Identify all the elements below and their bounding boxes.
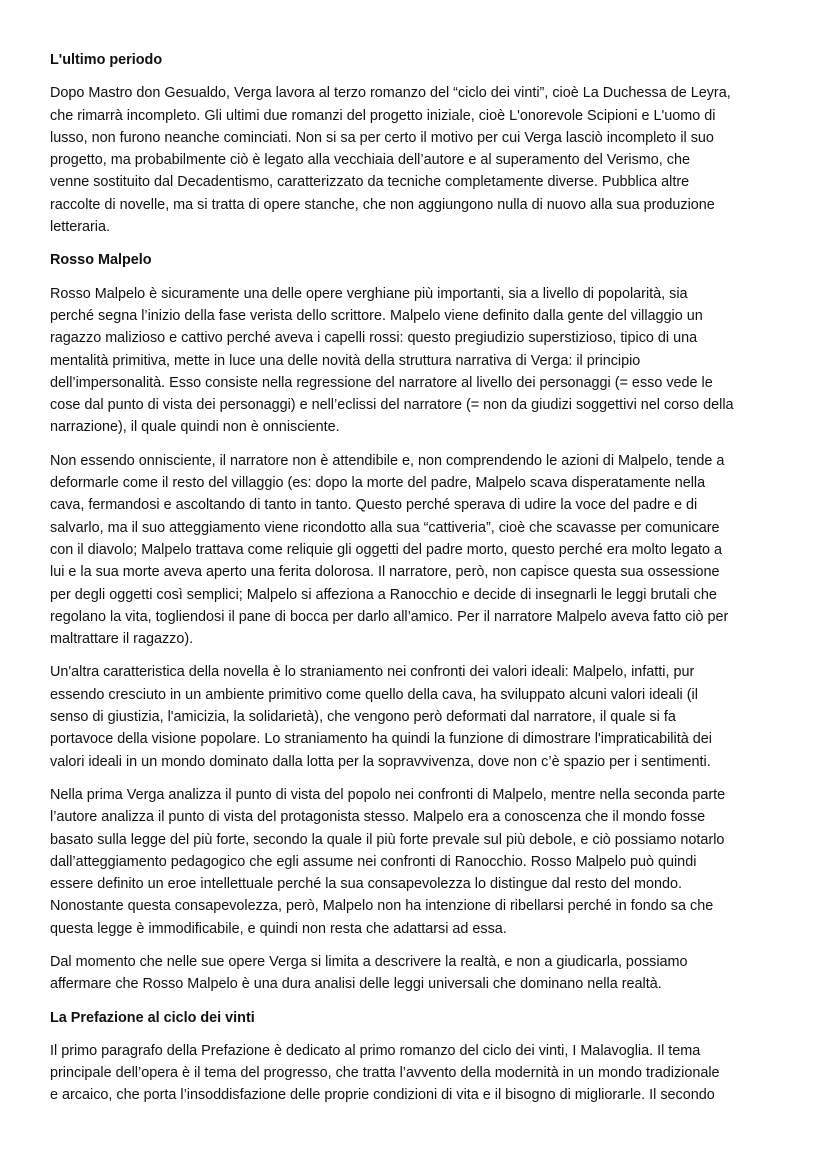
text-line: regolano la vita, togliendosi il pane di bocca per darlo all’amico. Per il narratore Malpelo aveva fatto ciò per (50, 608, 729, 625)
text-line: valori ideali in un mondo dominato dalla lotta per la sopravvivenza, dove non c’è spazio per i sentimenti. (50, 753, 711, 770)
text-line: raccolte di novelle, ma si tratta di opere stanche, che non aggiungono nulla di nuovo alla sua produzione (50, 196, 715, 213)
text-line: progetto, ma probabilmente ciò è legato alla vecchiaia dell’autore e al superamento del Verismo, che (50, 152, 690, 169)
text-line: maltrattare il ragazzo). (50, 631, 194, 648)
text-line: narrazione), il quale quindi non è onnisciente. (50, 419, 340, 436)
text-line: basato sulla legge del più forte, secondo la quale il più forte prevale sul più debole, e ciò possiamo notarlo (50, 831, 725, 848)
section-heading: L'ultimo periodo (50, 52, 163, 68)
text-line: dall’atteggiamento pedagogico che egli assume nei confronti di Ranocchio. Rosso Malpelo può quindi (50, 853, 697, 870)
text-line: portavoce della visione popolare. Lo straniamento ha quindi la funzione di dimostrare l'impraticabilità dei (50, 731, 712, 748)
text-line: Nonostante questa consapevolezza, però, Malpelo non ha intenzione di ribellarsi perché in fondo sa che (50, 898, 714, 915)
text-line: letteraria. (50, 219, 110, 236)
paragraph (50, 450, 790, 651)
text-line: affermare che Rosso Malpelo è una dura analisi delle leggi universali che dominano nella realtà. (50, 976, 662, 993)
text-line: Non essendo onnisciente, il narratore non è attendibile e, non comprendendo le azioni di Malpelo, tende a (50, 452, 725, 469)
text-line: Dal momento che nelle sue opere Verga si limita a descrivere la realtà, e non a giudicarla, possiamo (50, 953, 688, 970)
text-line: Dopo Mastro don Gesualdo, Verga lavora al terzo romanzo del “ciclo dei vinti”, cioè La Duchessa de Leyra, (50, 85, 731, 102)
text-line: questa legge è immodificabile, e quindi non resta che adattarsi ad essa. (50, 920, 507, 937)
paragraph (50, 1040, 790, 1107)
text-line: per degli oggetti così semplici; Malpelo si affeziona a Ranocchio e decide di insegnarli le leggi brutali che (50, 586, 717, 603)
text-line: Un'altra caratteristica della novella è lo straniamento nei confronti dei valori ideali: Malpelo, infatti, pur (50, 664, 695, 681)
text-line: mentalità primitiva, mette in luce una delle novità della struttura narrativa di Verga: il principio (50, 352, 641, 369)
section-heading: La Prefazione al ciclo dei vinti (50, 1009, 255, 1026)
text-line: essendo cresciuto in un ambiente primitivo come quello della cava, ha sviluppato alcuni valori ideali (il (50, 686, 698, 703)
text-line: perché segna l’inizio della fase verista dello scrittore. Malpelo viene definito dalla gente del villaggio un (50, 307, 703, 324)
paragraph (50, 784, 790, 940)
section-heading: Rosso Malpelo (50, 252, 152, 269)
text-line: Rosso Malpelo è sicuramente una delle opere verghiane più importanti, sia a livello di popolarità, sia (50, 285, 688, 302)
text-line: dell’impersonalità. Esso consiste nella regressione del narratore al livello dei personaggi (= esso vede le (50, 374, 713, 391)
text-line: cose dal punto di vista dei personaggi) e nell’eclissi del narratore (= non da giudizi soggettivi nel corso della (50, 397, 734, 414)
text-line: e arcaico, che porta l’insoddisfazione delle proprie condizioni di vita e il bisogno di migliorarle. Il secondo (50, 1087, 715, 1104)
text-line: lusso, non furono neanche cominciati. Non si sa per certo il motivo per cui Verga lasciò incompleto il suo (50, 129, 714, 146)
text-line: che rimarrà incompleto. Gli ultimi due romanzi del progetto iniziale, cioè L'onorevole Scipioni e L'uomo di (50, 107, 716, 124)
text-line: ragazzo malizioso e cattivo perché aveva i capelli rossi: questo pregiudizio superstizioso, tipico di una (50, 330, 698, 347)
text-line: salvarlo, ma il suo atteggiamento viene ricondotto alla sua “cattiveria”, cioè che scavasse per comunicare (50, 519, 720, 536)
text-line: Nella prima Verga analizza il punto di vista del popolo nei confronti di Malpelo, mentre nella seconda parte (50, 786, 726, 803)
text-line: essere definito un eroe intellettuale perché la sua consapevolezza lo distingue dal resto del mondo. (50, 876, 682, 893)
paragraph (50, 661, 790, 772)
document-page (50, 49, 790, 1118)
text-line: principale dell’opera è il tema del progresso, che tratta l’avvento della modernità in un mondo tradizionale (50, 1065, 720, 1082)
text-line: cava, fermandosi e ascoltando di tanto in tanto. Questo perché sperava di udire la voce del padre e di (50, 497, 698, 514)
text-line: deformarle come il resto del villaggio (es: dopo la morte del padre, Malpelo scava disperatamente nella (50, 475, 706, 492)
paragraph (50, 283, 790, 439)
paragraph (50, 82, 790, 238)
text-line: lui e la sua morte aveva aperto una ferita dolorosa. Il narratore, però, non capisce questa sua ossessione (50, 564, 720, 581)
text-line: con il diavolo; Malpelo trattava come reliquie gli oggetti del padre morto, questo perché era molto legato a (50, 541, 722, 558)
text-line: venne sostituito dal Decadentismo, caratterizzato da tecniche completamente diverse. Pubblica altre (50, 174, 690, 191)
text-line: Il primo paragrafo della Prefazione è dedicato al primo romanzo del ciclo dei vinti, I Malavoglia. Il tema (50, 1042, 701, 1059)
text-line: l’autore analizza il punto di vista del protagonista stesso. Malpelo era a conoscenza che il mondo fosse (50, 809, 706, 826)
text-line: senso di giustizia, l'amicizia, la solidarietà), che vengono però deformati dal narratore, il quale si fa (50, 709, 676, 726)
paragraph (50, 951, 790, 996)
